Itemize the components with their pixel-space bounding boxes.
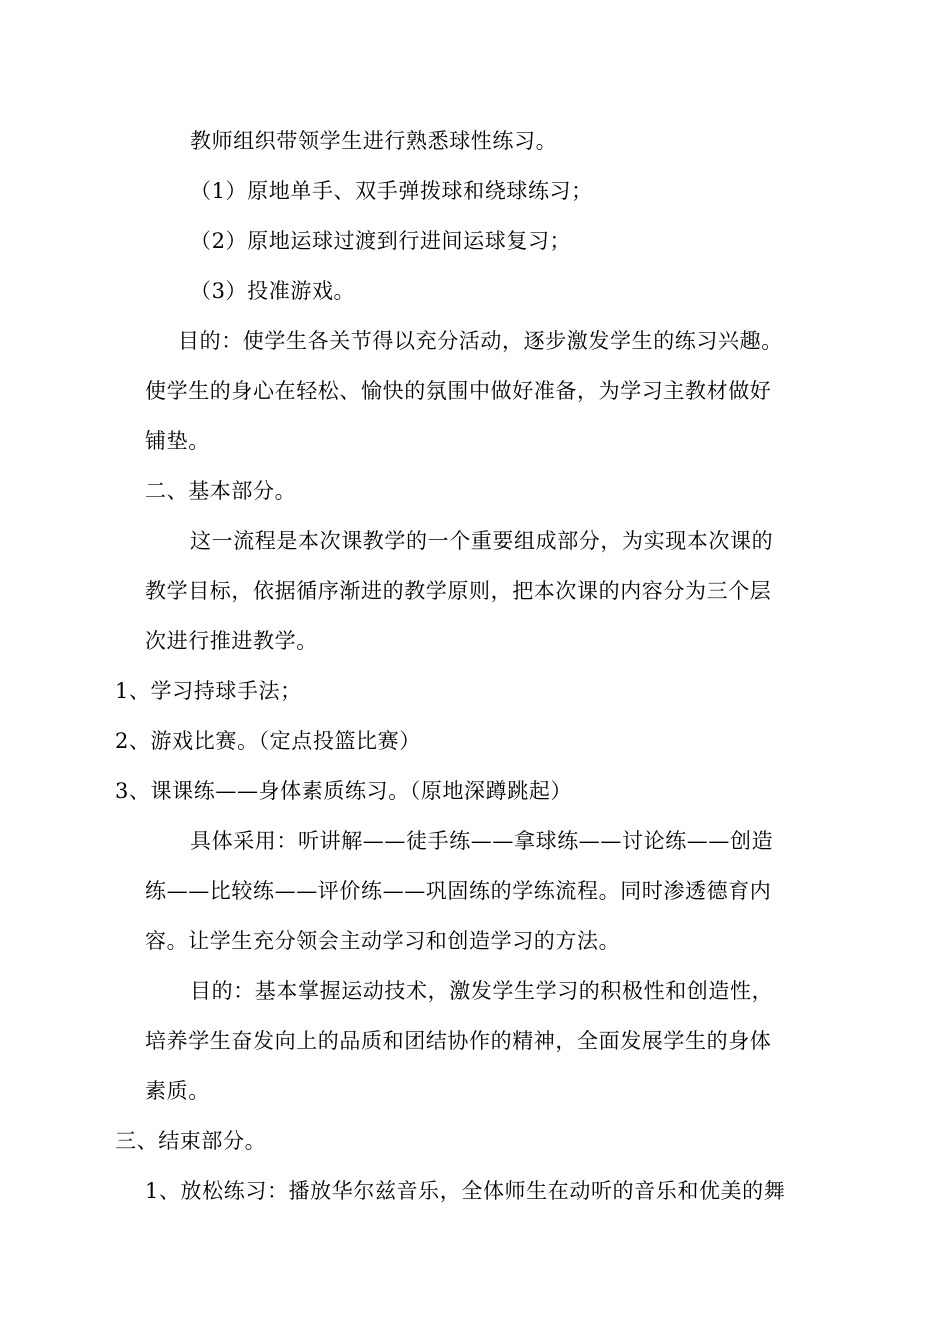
- section-heading-basic: 二、基本部分。: [145, 479, 297, 503]
- text-line-purpose-1-cont: 使学生的身心在轻松、愉快的氛围中做好准备，为学习主教材做好: [145, 379, 772, 403]
- text-line-method-end: 容。让学生充分领会主动学习和创造学习的方法。: [145, 929, 621, 953]
- text-line-relax: 1、放松练习：播放华尔兹音乐，全体师生在动听的音乐和优美的舞: [145, 1179, 786, 1203]
- text-line-warmup-intro: 教师组织带领学生进行熟悉球性练习。: [190, 129, 558, 153]
- text-line-method: 具体采用：听讲解——徒手练——拿球练——讨论练——创造: [190, 829, 774, 853]
- list-item-3: 3、课课练——身体素质练习。（原地深蹲跳起）: [115, 779, 573, 803]
- text-line-basic-intro: 这一流程是本次课教学的一个重要组成部分，为实现本次课的: [190, 529, 774, 553]
- text-line-warmup-item-2: （2）原地运球过渡到行进间运球复习；: [190, 229, 572, 253]
- text-line-basic-intro-end: 次进行推进教学。: [145, 629, 318, 653]
- text-line-purpose-1: 目的：使学生各关节得以充分活动，逐步激发学生的练习兴趣。: [178, 329, 783, 353]
- text-line-basic-intro-cont: 教学目标，依据循序渐进的教学原则，把本次课的内容分为三个层: [145, 579, 772, 603]
- text-line-warmup-item-3: （3）投准游戏。: [190, 279, 356, 303]
- text-line-purpose-2-end: 素质。: [145, 1079, 210, 1103]
- text-line-purpose-1-end: 铺垫。: [145, 429, 210, 453]
- section-heading-ending: 三、结束部分。: [115, 1129, 267, 1153]
- text-line-purpose-2: 目的：基本掌握运动技术，激发学生学习的积极性和创造性，: [190, 979, 774, 1003]
- list-item-1: 1、学习持球手法；: [115, 679, 302, 703]
- text-line-purpose-2-cont: 培养学生奋发向上的品质和团结协作的精神，全面发展学生的身体: [145, 1029, 772, 1053]
- text-line-method-cont: 练——比较练——评价练——巩固练的学练流程。同时渗透德育内: [145, 879, 772, 903]
- list-item-2: 2、游戏比赛。（定点投篮比赛）: [115, 729, 421, 753]
- text-line-warmup-item-1: （1）原地单手、双手弹拨球和绕球练习；: [190, 179, 593, 203]
